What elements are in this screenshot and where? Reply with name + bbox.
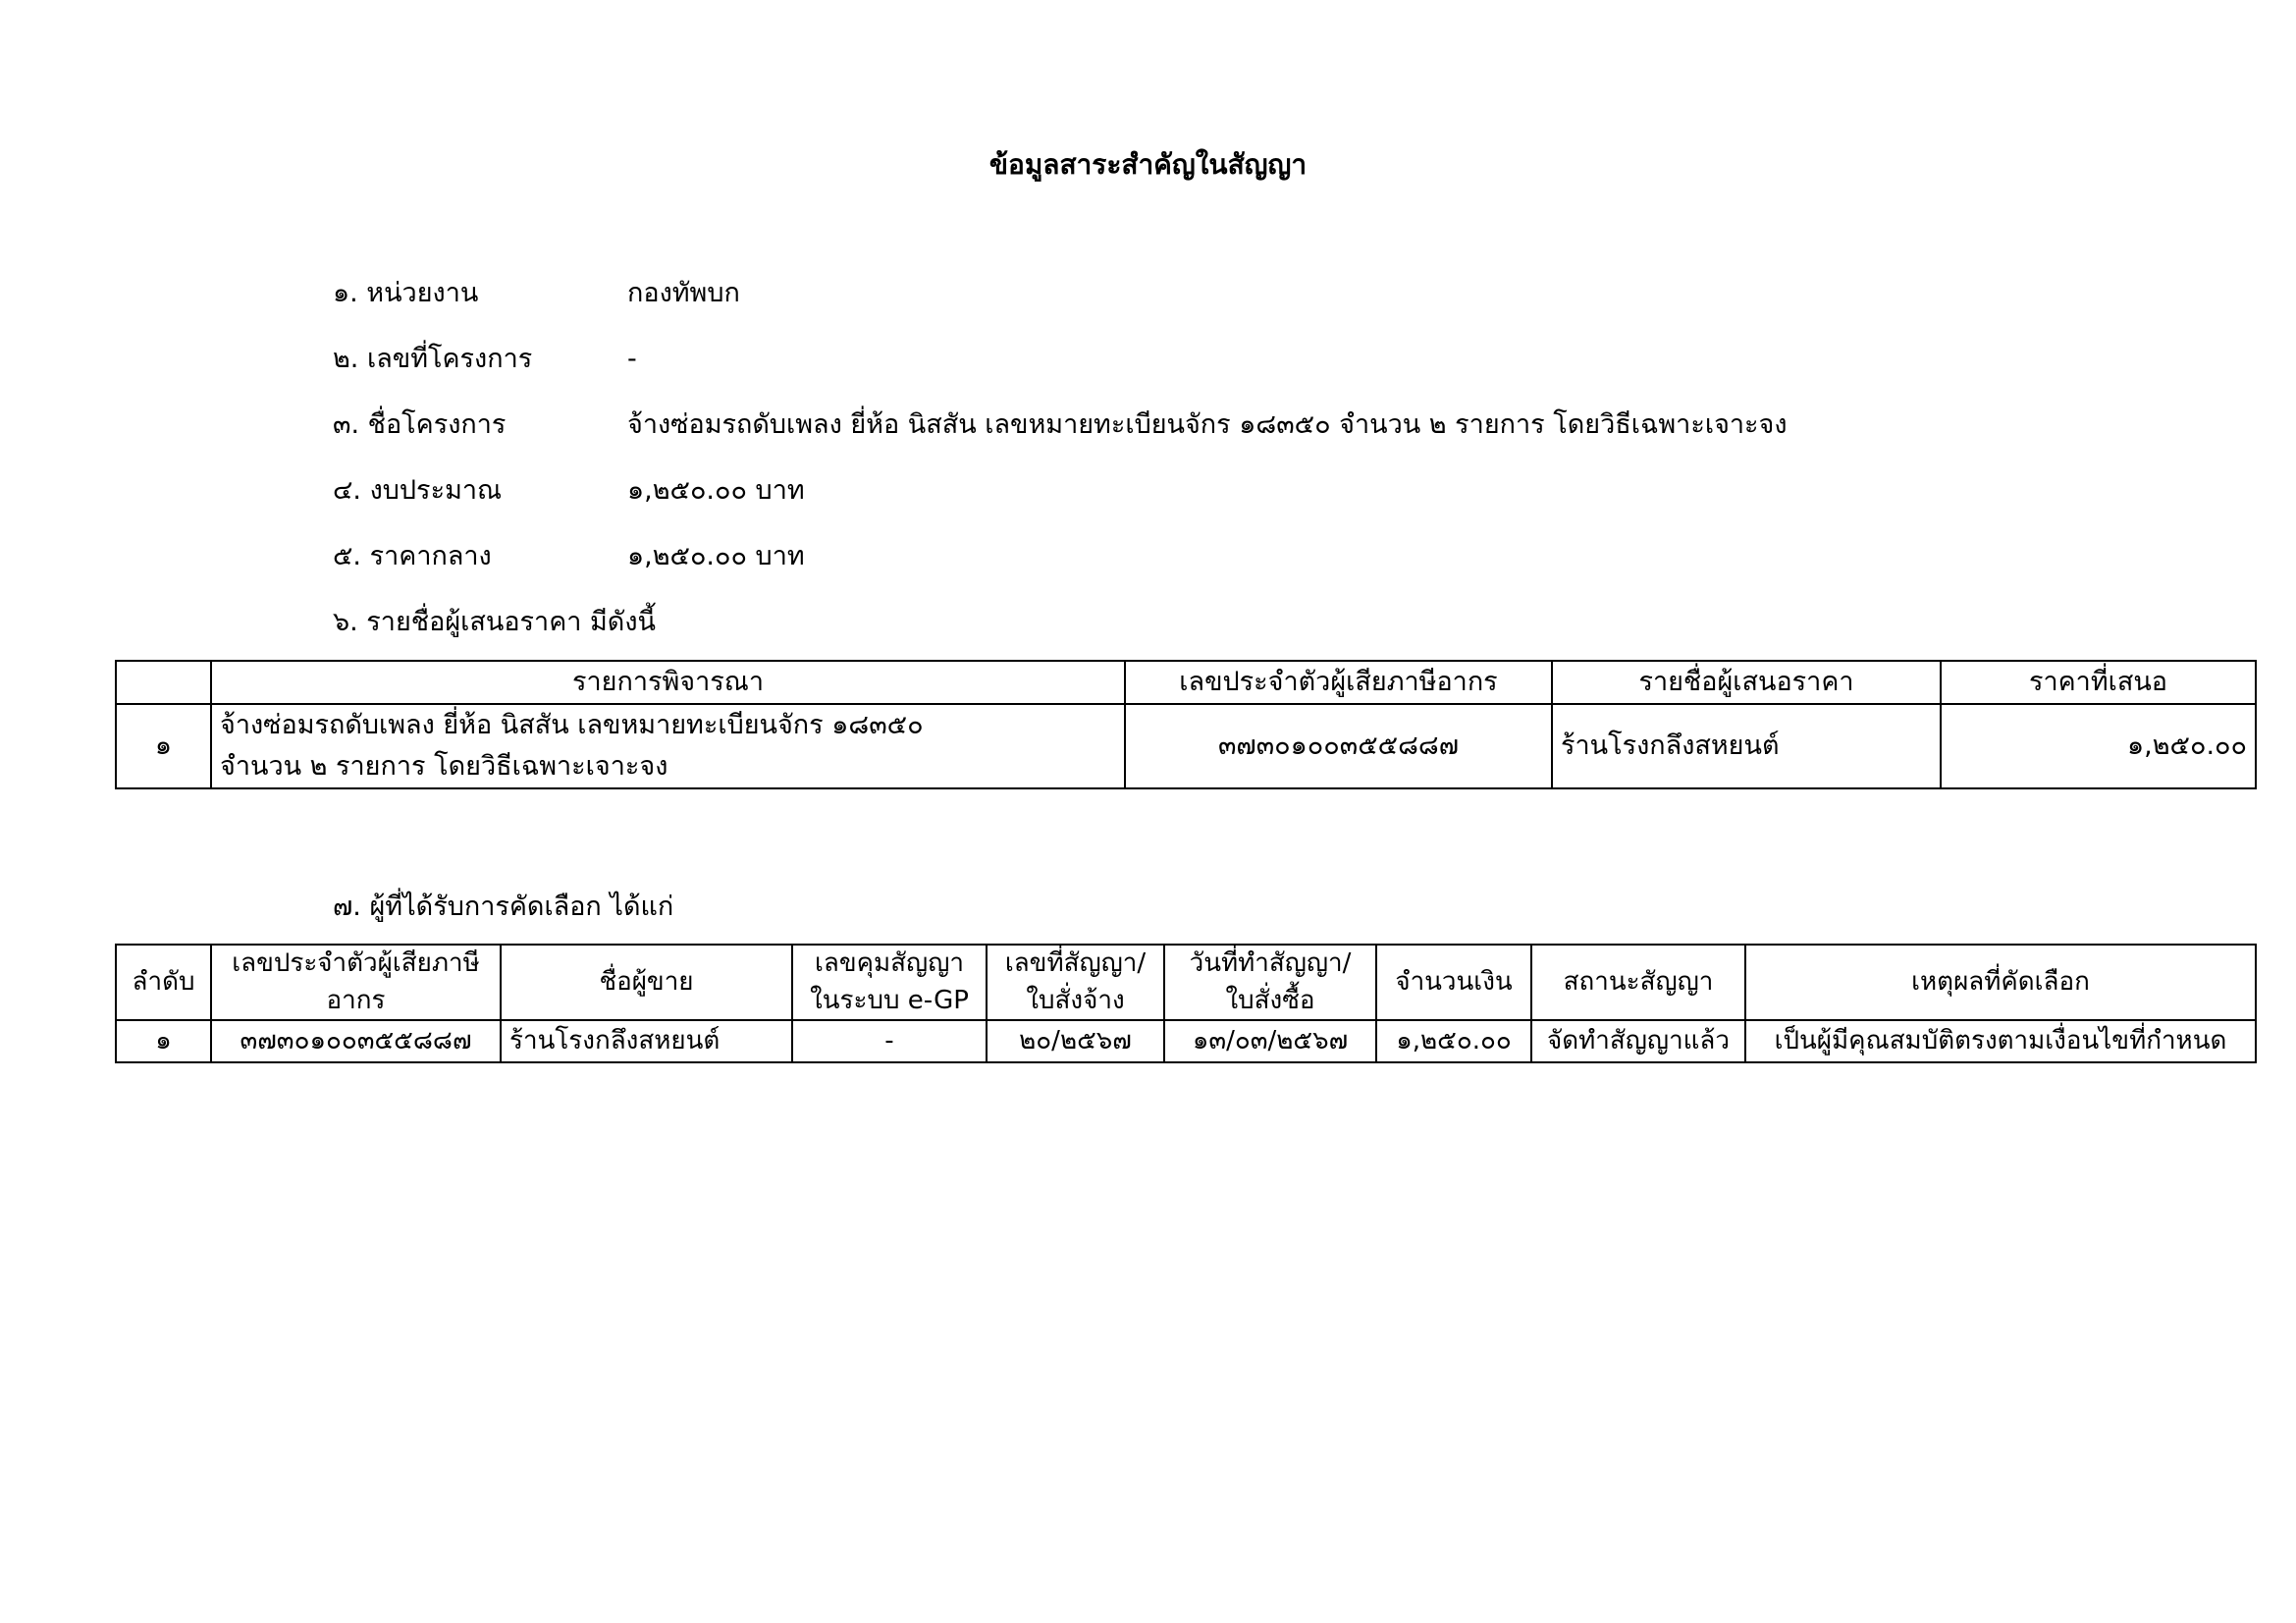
field-value: ๑,๒๕๐.๐๐ บาท: [627, 475, 805, 506]
field-label: ๓. ชื่อโครงการ: [333, 409, 507, 440]
header-line: เลขที่สัญญา/: [1004, 948, 1147, 978]
contract-date-cell: ๑๓/๐๓/๒๕๖๗: [1164, 1020, 1376, 1061]
field-value: จ้างซ่อมรถดับเพลง ยี่ห้อ นิสสัน เลขหมายทะเบียนจักร ๑๘๓๕๐ จำนวน ๒ รายการ โดยวิธีเฉพาะเจาะจง: [627, 409, 1788, 440]
field-label: ๒. เลขที่โครงการ: [333, 344, 533, 374]
tax-id-cell: ๓๗๓๐๑๐๐๓๕๕๘๘๗: [1125, 704, 1552, 788]
column-header: [987, 945, 1164, 1020]
column-header: เลขประจำตัวผู้เสียภาษีอากร: [1125, 661, 1552, 704]
field-label: ๑. หน่วยงาน: [333, 278, 479, 308]
header-line: วันที่ทำสัญญา/: [1189, 948, 1352, 978]
column-header: ลำดับ: [116, 945, 211, 1020]
field-value: -: [627, 344, 637, 374]
selected-table: [115, 944, 2257, 1063]
column-header: ราคาที่เสนอ: [1941, 661, 2256, 704]
column-header: [116, 661, 211, 704]
header-line: ใบสั่งซื้อ: [1225, 985, 1315, 1015]
egp-number-cell: -: [792, 1020, 987, 1061]
item-line: จำนวน ๒ รายการ โดยวิธีเฉพาะเจาะจง: [220, 750, 668, 782]
column-header: [792, 945, 987, 1020]
selected-heading: ๗. ผู้ที่ได้รับการคัดเลือก ได้แก่: [333, 892, 674, 922]
header-line: ในระบบ e-GP: [810, 985, 969, 1015]
table-header-row: [116, 945, 2256, 1020]
field-value: กองทัพบก: [627, 278, 740, 308]
bidders-heading: ๖. รายชื่อผู้เสนอราคา มีดังนี้: [333, 607, 656, 637]
item-line: จ้างซ่อมรถดับเพลง ยี่ห้อ นิสสัน เลขหมายทะเบียนจักร ๑๘๓๕๐: [220, 709, 924, 740]
column-header: [211, 945, 501, 1020]
header-line: เลขคุมสัญญา: [815, 948, 964, 978]
table-row: [116, 704, 2256, 788]
header-line: อากร: [326, 985, 386, 1015]
item-cell: [211, 704, 1125, 788]
seller-name-cell: ร้านโรงกลึงสหยนต์: [501, 1020, 792, 1061]
column-header: [1164, 945, 1376, 1020]
row-number: ๑: [116, 1020, 211, 1061]
bidders-table: [115, 660, 2257, 789]
status-cell: จัดทำสัญญาแล้ว: [1531, 1020, 1745, 1061]
row-number: ๑: [116, 704, 211, 788]
amount-cell: ๑,๒๕๐.๐๐: [1376, 1020, 1531, 1061]
header-line: เลขประจำตัวผู้เสียภาษี: [232, 948, 480, 978]
table-row: [116, 1020, 2256, 1061]
bidder-name-cell: ร้านโรงกลึงสหยนต์: [1552, 704, 1941, 788]
column-header: รายชื่อผู้เสนอราคา: [1552, 661, 1941, 704]
field-label: ๔. งบประมาณ: [333, 475, 503, 506]
tax-id-cell: ๓๗๓๐๑๐๐๓๕๕๘๘๗: [211, 1020, 501, 1061]
column-header: สถานะสัญญา: [1531, 945, 1745, 1020]
column-header: จำนวนเงิน: [1376, 945, 1531, 1020]
price-cell: ๑,๒๕๐.๐๐: [1941, 704, 2256, 788]
field-value: ๑,๒๕๐.๐๐ บาท: [627, 541, 805, 571]
reason-cell: เป็นผู้มีคุณสมบัติตรงตามเงื่อนไขที่กำหนด: [1745, 1020, 2256, 1061]
column-header: รายการพิจารณา: [211, 661, 1125, 704]
column-header: เหตุผลที่คัดเลือก: [1745, 945, 2256, 1020]
header-line: ใบสั่งจ้าง: [1026, 985, 1125, 1015]
column-header: ชื่อผู้ขาย: [501, 945, 792, 1020]
document-title: ข้อมูลสาระสำคัญในสัญญา: [988, 148, 1308, 181]
contract-number-cell: ๒๐/๒๕๖๗: [987, 1020, 1164, 1061]
table-header-row: [116, 661, 2256, 704]
field-label: ๕. ราคากลาง: [333, 541, 492, 571]
